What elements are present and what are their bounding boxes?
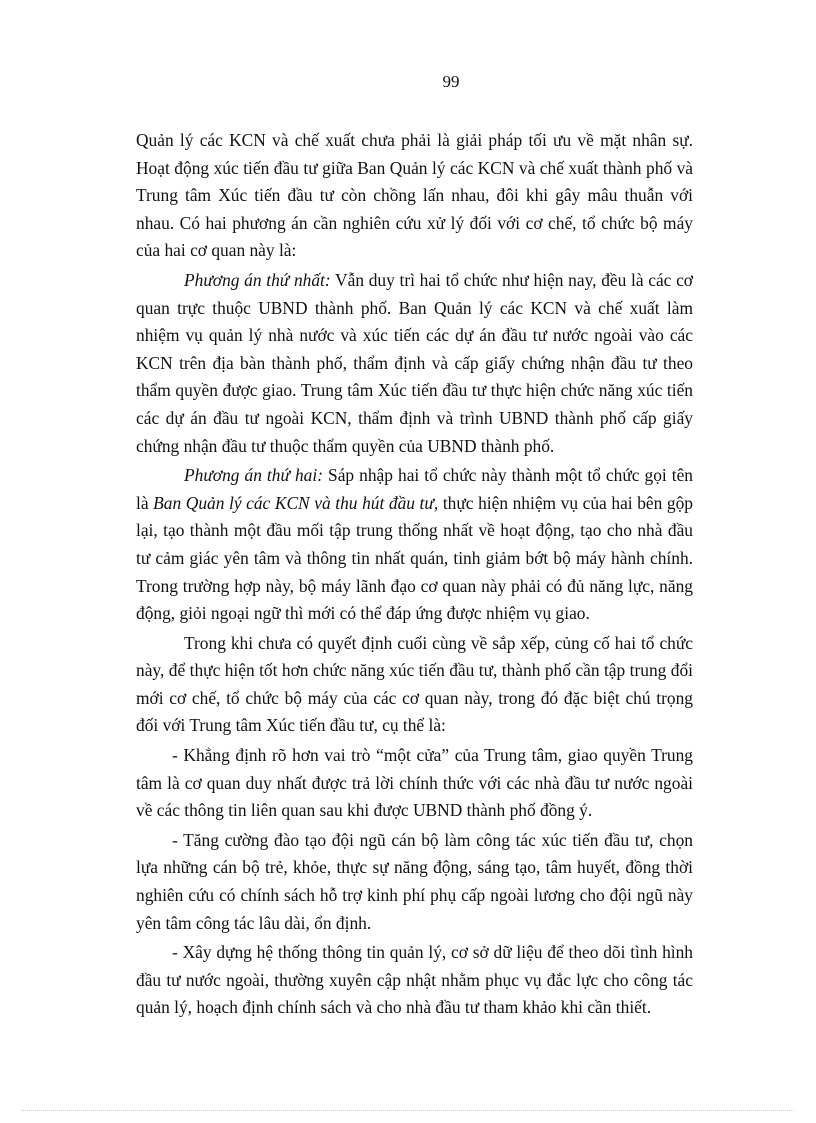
paragraph-option-two — [136, 462, 693, 628]
option-one-lead: Phương án thứ nhất: — [184, 269, 331, 290]
paragraph-text: Quản lý các KCN và chế xuất chưa phải là giải pháp tối ưu về mặt nhân sự. Hoạt động xúc tiến đầu tư giữa Ban Quản lý các KCN và chế xuất thành phố và Trung tâm Xúc tiến đầu tư còn chồng lấn nhau, đôi khi gây mâu thuẫn với nhau. Có hai phương án cần nghiên cứu xử lý đối với cơ chế, tổ chức bộ máy của hai cơ quan này là: — [136, 130, 693, 261]
option-two-text-before: Sáp nhập hai tổ chức này thành một tổ chức gọi tên là — [136, 465, 693, 513]
page-number: 99 — [442, 72, 460, 91]
bullet-text: - Khẳng định rõ hơn vai trò “một cửa” của Trung tâm, giao quyền Trung tâm là cơ quan duy nhất được trả lời chính thức với các nhà đầu tư nước ngoài về các thông tin liên quan sau khi được UBND thành phố đồng ý. — [136, 745, 693, 821]
bullet-item — [136, 742, 693, 825]
paragraph-continuation — [136, 127, 693, 265]
paragraph-interim-measures — [136, 630, 693, 740]
footer-divider — [22, 1110, 794, 1111]
option-one-text: Vẫn duy trì hai tổ chức như hiện nay, đều là các cơ quan trực thuộc UBND thành phố. Ban Quản lý các KCN và chế xuất làm nhiệm vụ quản lý nhà nước và xúc tiến các dự án đầu tư nước ngoài vào các KCN trên địa bàn thành phố, thẩm định và cấp giấy chứng nhận đầu tư theo thẩm quyền được giao. Trung tâm Xúc tiến đầu tư thực hiện chức năng xúc tiến các dự án đầu tư ngoài KCN, thẩm định và trình UBND thành phố cấp giấy chứng nhận đầu tư thuộc thẩm quyền của UBND thành phố. — [136, 269, 693, 456]
paragraph-text: Trong khi chưa có quyết định cuối cùng về sắp xếp, củng cố hai tổ chức này, để thực hiện tốt hơn chức năng xúc tiến đầu tư, thành phố cần tập trung đổi mới cơ chế, tổ chức bộ máy của các cơ quan này, trong đó đặc biệt chú trọng đối với Trung tâm Xúc tiến đầu tư, cụ thể là: — [136, 632, 693, 736]
option-two-text-after: , thực hiện nhiệm vụ của hai bên gộp lại, tạo thành một đầu mối tập trung thống nhất về hoạt động, tạo cho nhà đầu tư cảm giác yên tâm và thông tin nhất quán, tinh giảm bớt bộ máy hành chính. Trong trường hợp này, bộ máy lãnh đạo cơ quan này phải có đủ năng lực, năng động, giỏi ngoại ngữ thì mới có thể đáp ứng được nhiệm vụ giao. — [136, 492, 693, 624]
paragraph-option-one — [136, 267, 693, 460]
bullet-item — [136, 939, 693, 1022]
bullet-text: - Xây dựng hệ thống thông tin quản lý, cơ sở dữ liệu để theo dõi tình hình đầu tư nước ngoài, thường xuyên cập nhật nhằm phục vụ đắc lực cho công tác quản lý, hoạch định chính sách và cho nhà đầu tư tham khảo khi cần thiết. — [136, 942, 693, 1018]
option-two-lead: Phương án thứ hai: — [184, 465, 323, 486]
bullet-text: - Tăng cường đào tạo đội ngũ cán bộ làm công tác xúc tiến đầu tư, chọn lựa những cán bộ trẻ, khỏe, thực sự năng động, sáng tạo, tâm huyết, đồng thời nghiên cứu có chính sách hỗ trợ kinh phí phụ cấp ngoài lương cho đội ngũ này yên tâm công tác lâu dài, ổn định. — [136, 829, 693, 933]
body-text — [136, 127, 693, 1022]
option-two-org-name: Ban Quản lý các KCN và thu hút đầu tư — [153, 492, 434, 513]
bullet-item — [136, 827, 693, 937]
